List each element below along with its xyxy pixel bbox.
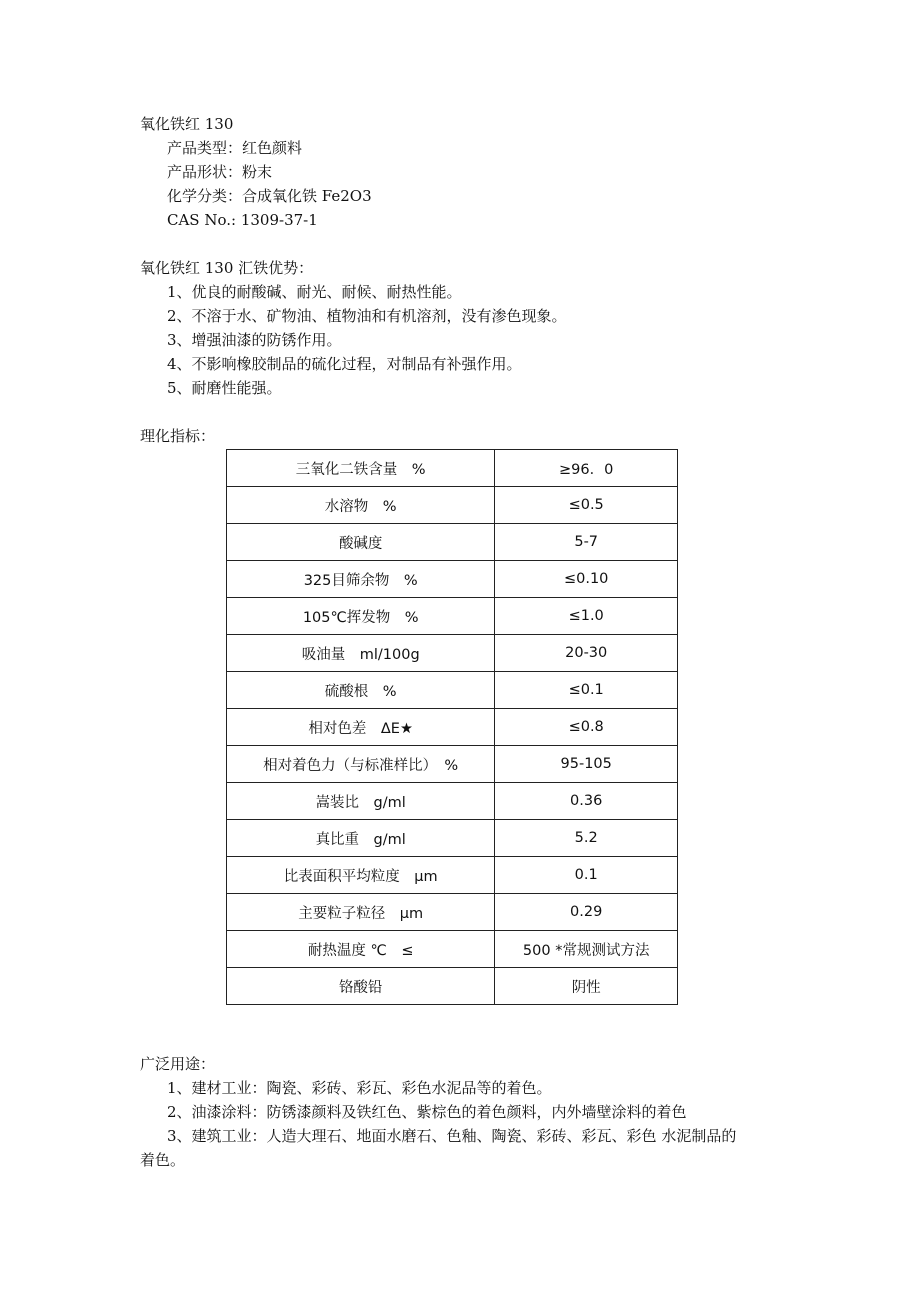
spec-value: ≥96．0	[495, 450, 678, 487]
use-item: 2、油漆涂料：防锈漆颜料及铁红色、紫棕色的着色颜料，内外墙壁涂料的着色	[167, 1103, 687, 1121]
advantage-item: 4、不影响橡胶制品的硫化过程，对制品有补强作用。	[167, 355, 522, 373]
spec-value: 0.36	[495, 783, 678, 820]
table-row	[227, 709, 678, 746]
product-type: 产品类型：红色颜料	[167, 139, 303, 157]
spec-name: 325目筛余物 %	[227, 561, 495, 598]
spec-name: 真比重 g/ml	[227, 820, 495, 857]
use-item: 3、建筑工业：人造大理石、地面水磨石、色釉、陶瓷、彩砖、彩瓦、彩色 水泥制品的	[167, 1127, 737, 1145]
table-row	[227, 672, 678, 709]
spec-value: 0.1	[495, 857, 678, 894]
advantage-item: 1、优良的耐酸碱、耐光、耐候、耐热性能。	[167, 283, 462, 301]
spec-name: 比表面积平均粒度 μm	[227, 857, 495, 894]
spec-name: 主要粒子粒径 μm	[227, 894, 495, 931]
table-row	[227, 524, 678, 561]
advantage-item: 2、不溶于水、矿物油、植物油和有机溶剂，没有渗色现象。	[167, 307, 567, 325]
spec-value: ≤1.0	[495, 598, 678, 635]
specs-heading: 理化指标：	[140, 427, 216, 445]
table-row	[227, 598, 678, 635]
spec-value: 阴性	[495, 968, 678, 1005]
table-row	[227, 746, 678, 783]
table-row	[227, 820, 678, 857]
table-row	[227, 561, 678, 598]
advantage-item: 3、增强油漆的防锈作用。	[167, 331, 342, 349]
spec-name: 水溶物 %	[227, 487, 495, 524]
spec-value: 5-7	[495, 524, 678, 561]
spec-name: 吸油量 ml/100g	[227, 635, 495, 672]
table-row	[227, 857, 678, 894]
product-title: 氧化铁红 130	[140, 115, 234, 133]
table-row	[227, 635, 678, 672]
use-item: 1、建材工业：陶瓷、彩砖、彩瓦、彩色水泥品等的着色。	[167, 1079, 552, 1097]
spec-value: 20-30	[495, 635, 678, 672]
cas-number: CAS No.: 1309-37-1	[167, 211, 318, 229]
table-row	[227, 968, 678, 1005]
spec-name: 相对色差 ΔE★	[227, 709, 495, 746]
table-row	[227, 450, 678, 487]
spec-value: 95-105	[495, 746, 678, 783]
product-shape: 产品形状：粉末	[167, 163, 273, 181]
table-row	[227, 931, 678, 968]
advantages-heading: 氧化铁红 130 汇铁优势：	[140, 259, 314, 277]
spec-name: 相对着色力（与标准样比） %	[227, 746, 495, 783]
spec-table	[226, 449, 678, 1005]
table-row	[227, 894, 678, 931]
table-row	[227, 487, 678, 524]
spec-name: 嵩装比 g/ml	[227, 783, 495, 820]
spec-value: ≤0.5	[495, 487, 678, 524]
spec-value: 500 *常规测试方法	[495, 931, 678, 968]
spec-name: 铬酸铅	[227, 968, 495, 1005]
advantage-item: 5、耐磨性能强。	[167, 379, 282, 397]
spec-name: 硫酸根 %	[227, 672, 495, 709]
spec-name: 三氧化二铁含量 %	[227, 450, 495, 487]
chemical-class: 化学分类：合成氧化铁 Fe2O3	[167, 187, 372, 205]
use-item-continuation: 着色。	[140, 1151, 186, 1169]
spec-name: 耐热温度 ℃ ≤	[227, 931, 495, 968]
spec-value: ≤0.1	[495, 672, 678, 709]
spec-value: 0.29	[495, 894, 678, 931]
spec-value: ≤0.10	[495, 561, 678, 598]
spec-value: 5.2	[495, 820, 678, 857]
spec-name: 酸碱度	[227, 524, 495, 561]
spec-name: 105℃挥发物 %	[227, 598, 495, 635]
spec-value: ≤0.8	[495, 709, 678, 746]
uses-heading: 广泛用途：	[140, 1055, 216, 1073]
table-row	[227, 783, 678, 820]
